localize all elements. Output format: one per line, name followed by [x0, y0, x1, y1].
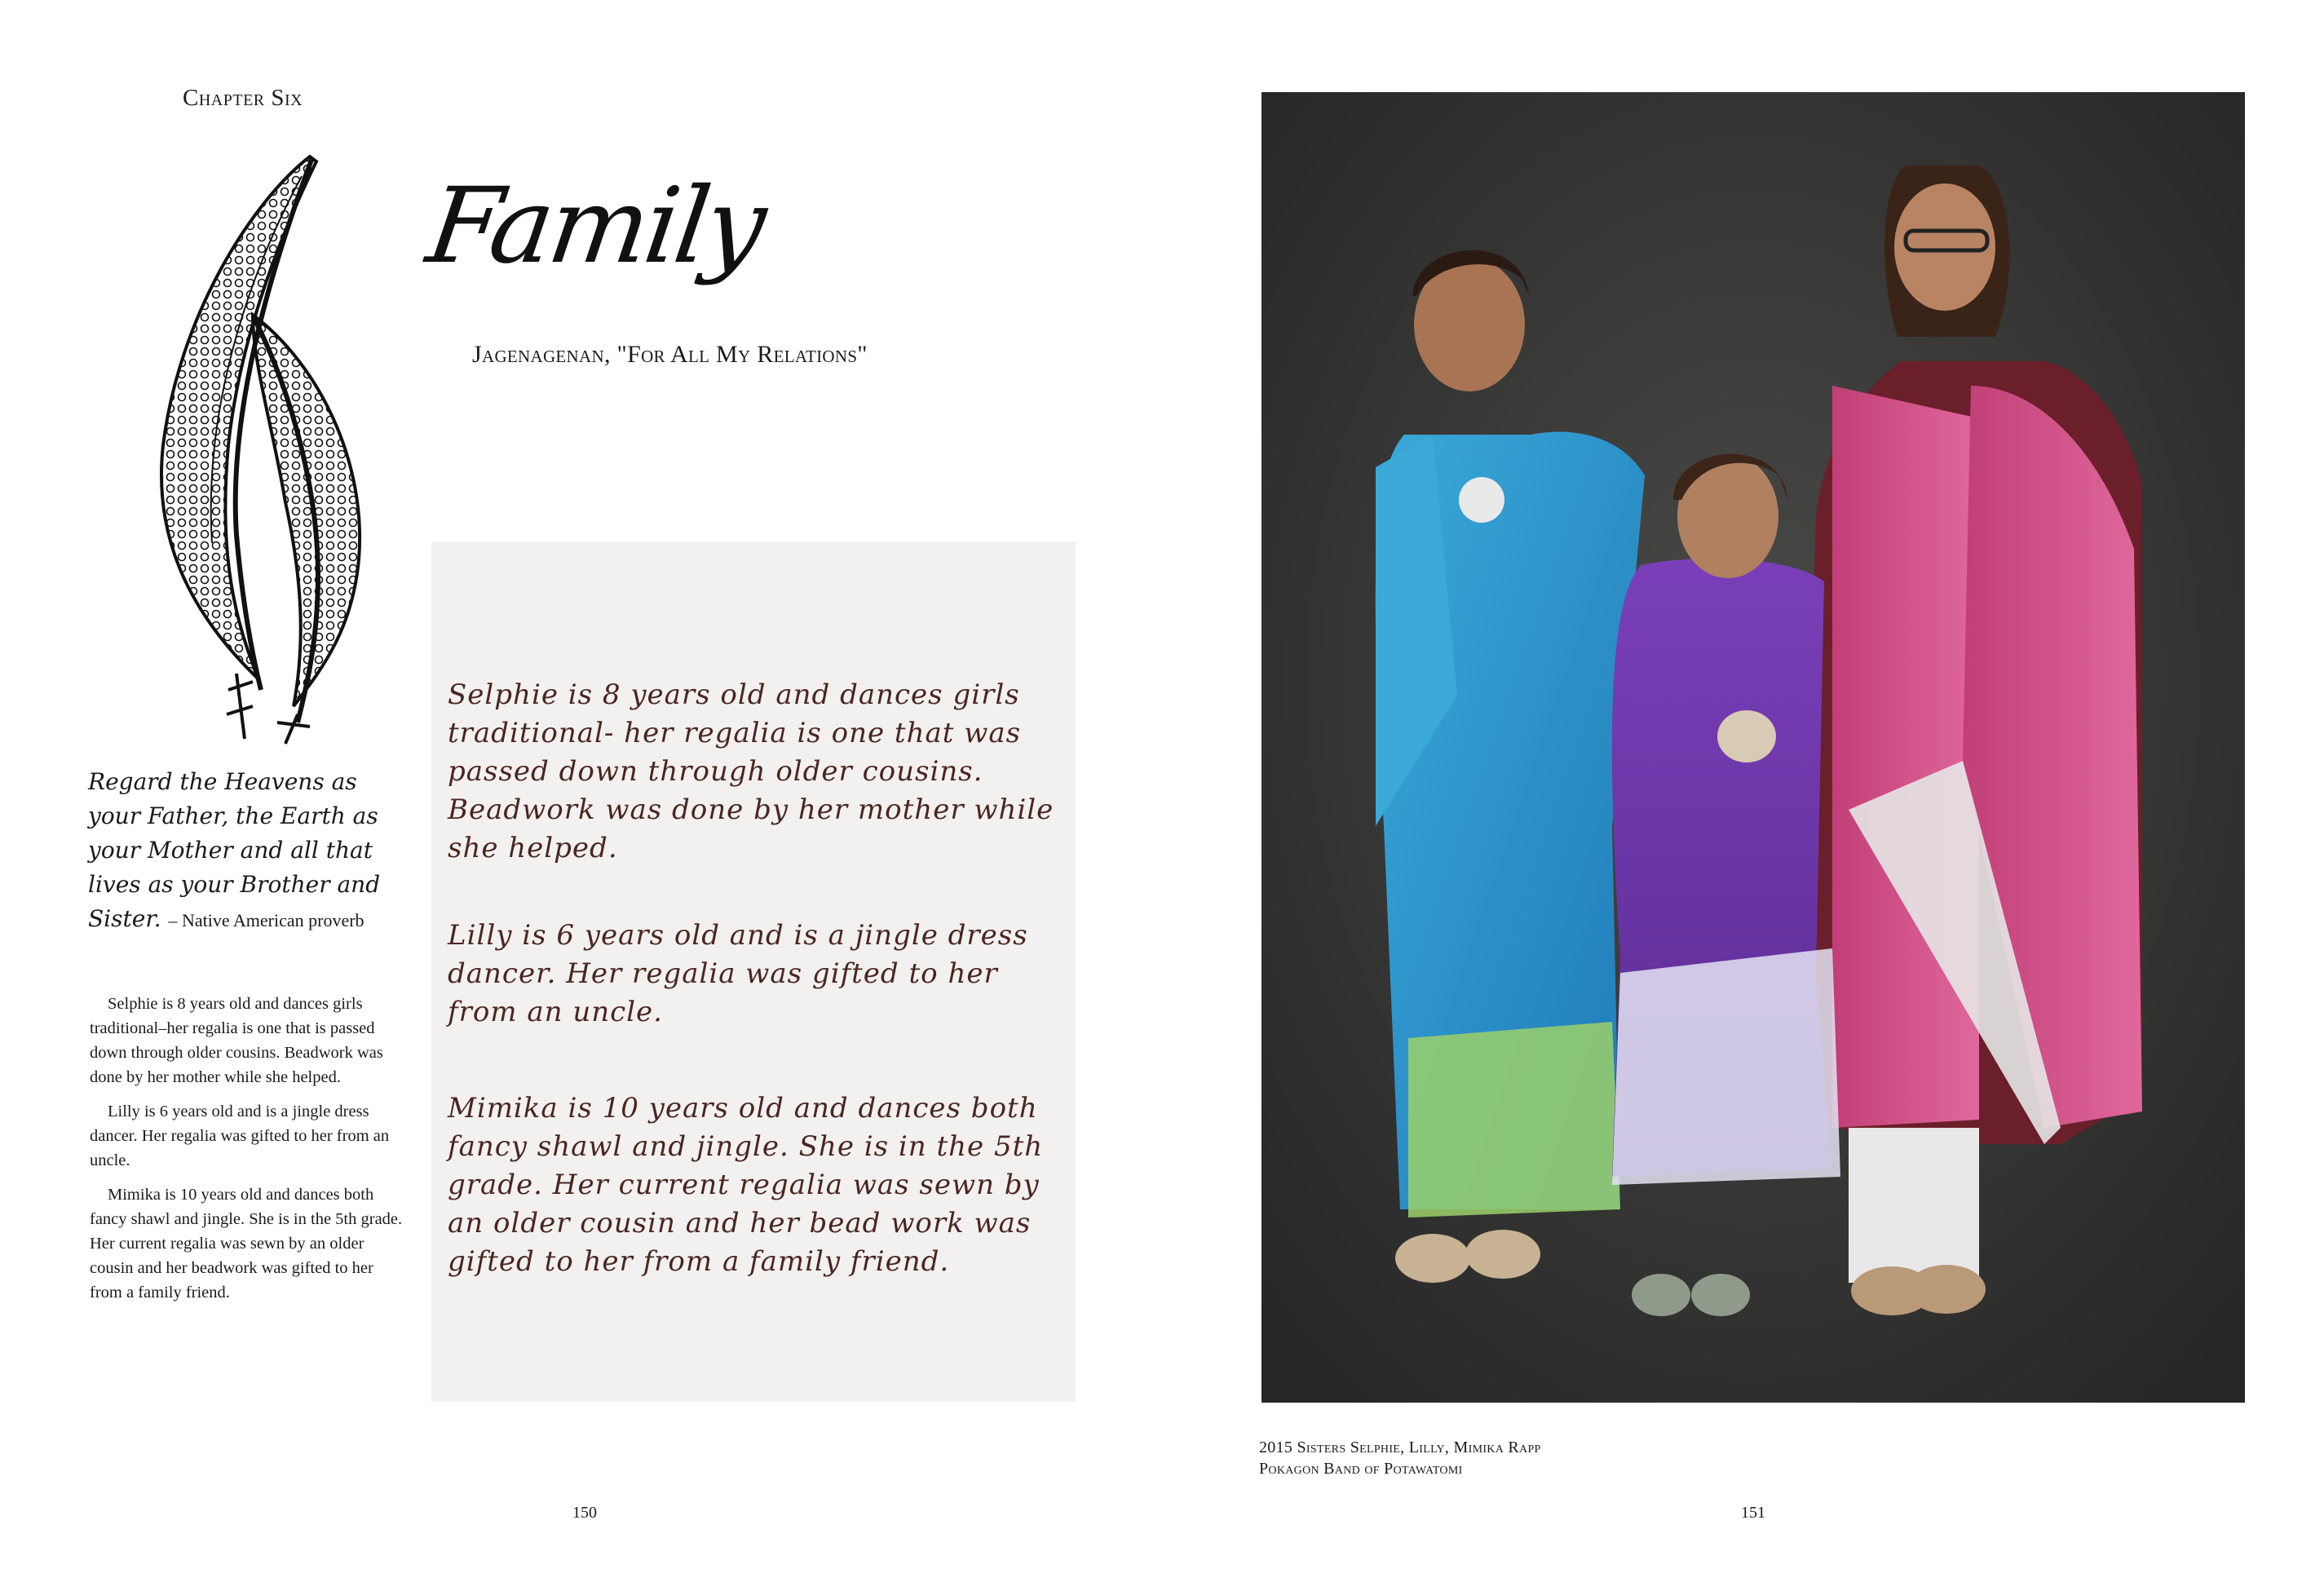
- page-number: 150: [572, 1504, 597, 1522]
- right-page: [1162, 0, 2324, 1591]
- proverb-attribution: – Native American proverb: [168, 910, 365, 930]
- handwritten-note: [431, 541, 1076, 1402]
- chapter-label: Chapter Six: [183, 85, 303, 111]
- photo-caption: [1259, 1437, 1541, 1479]
- proverb-text: Regard the Heavens as your Father, the Earth as your Mother and all that lives as your Brother and Sister.: [88, 768, 381, 932]
- page-number: 151: [1741, 1504, 1765, 1522]
- bio-paragraph: Selphie is 8 years old and dances girls traditional–her regalia is one that is passed down through older cousins. Beadwork was done by her mother while she helped.: [90, 995, 383, 1086]
- caption-line: 2015 Sisters Selphie, Lilly, Mimika Rapp: [1259, 1439, 1541, 1456]
- bio-paragraph: Mimika is 10 years old and dances both fancy shawl and jingle. She is in the 5th grade. Her current regalia was sewn by an older cousin and her beadwork was gifted to her from a family friend.: [90, 1186, 403, 1302]
- portrait-photo: [1261, 92, 2245, 1403]
- bio-paragraph: Lilly is 6 years old and is a jingle dress dancer. Her regalia was gifted to her from an uncle.: [90, 1103, 390, 1169]
- bio-text: [90, 992, 406, 1315]
- chapter-title: Family: [420, 166, 771, 287]
- handwritten-paragraph: Selphie is 8 years old and dances girls traditional- her regalia is one that was passed down through older cousins. Beadwork was done by her mother while she helped.: [448, 678, 1054, 864]
- handwritten-paragraph: Mimika is 10 years old and dances both fancy shawl and jingle. She is in the 5th grade. Her current regalia was sewn by an older cousin and her bead work was gifted to her from a family friend.: [448, 1092, 1044, 1278]
- feathers-illustration: [130, 152, 375, 747]
- chapter-subtitle: Jagenagenan, "For All My Relations": [472, 341, 868, 368]
- proverb-quote: [88, 765, 414, 938]
- caption-line: Pokagon Band of Potawatomi: [1259, 1460, 1463, 1478]
- handwritten-paragraph: Lilly is 6 years old and is a jingle dress dancer. Her regalia was gifted to her from an uncle.: [448, 919, 1028, 1028]
